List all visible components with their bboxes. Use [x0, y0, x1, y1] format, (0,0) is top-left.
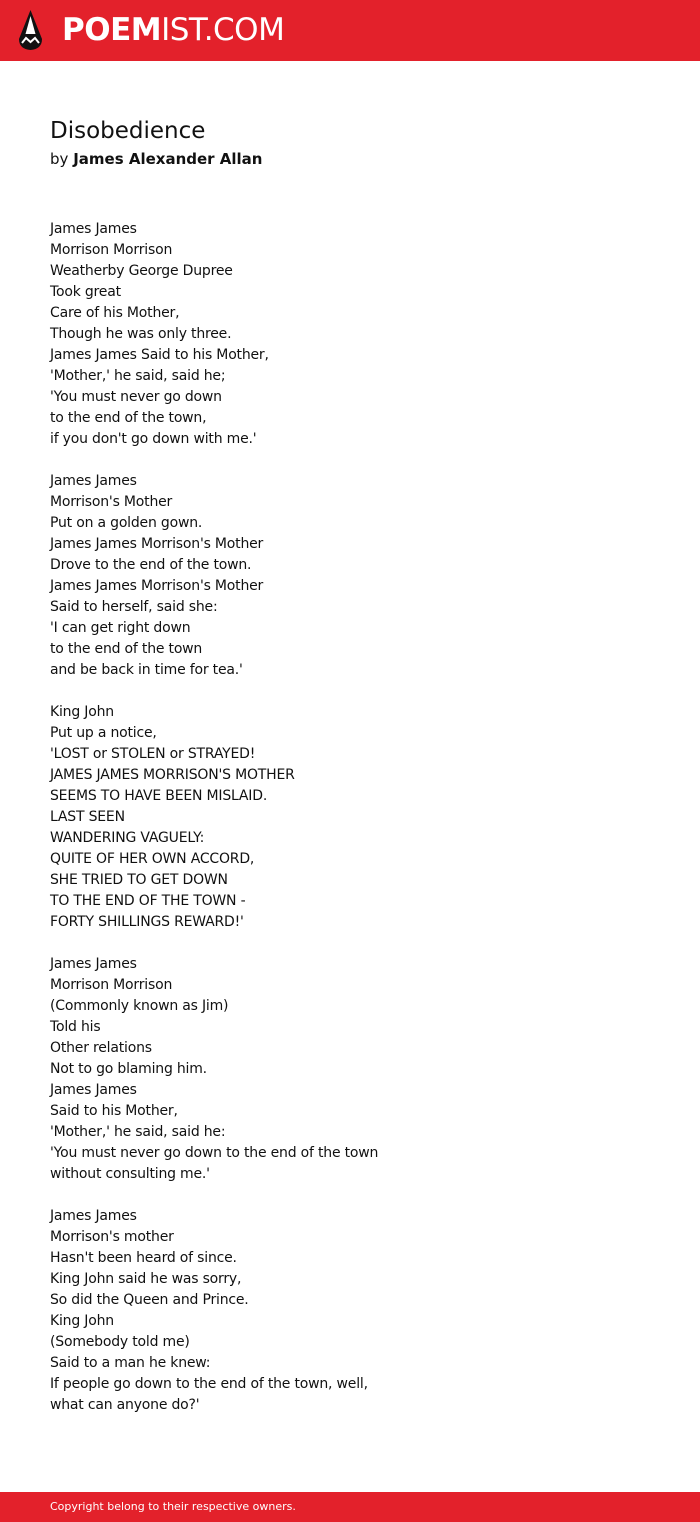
- poem-line: James James: [50, 221, 137, 237]
- poem-line: 'LOST or STOLEN or STRAYED!: [50, 746, 256, 762]
- poem-line: Other relations: [50, 1040, 152, 1056]
- poem-line: Drove to the end of the town.: [50, 557, 252, 573]
- poem-line: King John said he was sorry,: [50, 1271, 242, 1287]
- poem-line: 'I can get right down: [50, 620, 191, 636]
- poem-line: King John: [50, 704, 114, 720]
- poem-line: what can anyone do?': [50, 1397, 200, 1413]
- poem-stanza: [50, 219, 670, 450]
- logo-strong-text: POEM: [62, 12, 162, 48]
- poem-line: 'You must never go down: [50, 389, 222, 405]
- poem-line: James James: [50, 1208, 137, 1224]
- poem-line: SEEMS TO HAVE BEEN MISLAID.: [50, 788, 268, 804]
- poem-line: Morrison's mother: [50, 1229, 174, 1245]
- poem-line: James James: [50, 473, 137, 489]
- poem-line: to the end of the town,: [50, 410, 207, 426]
- poem-line: if you don't go down with me.': [50, 431, 257, 447]
- poem-line: and be back in time for tea.': [50, 662, 243, 678]
- poem-line: TO THE END OF THE TOWN -: [50, 893, 246, 909]
- poem-line: Put on a golden gown.: [50, 515, 203, 531]
- poem-line: 'You must never go down to the end of the town: [50, 1145, 379, 1161]
- poem-line: Morrison's Mother: [50, 494, 173, 510]
- poem-line: James James: [50, 1082, 137, 1098]
- poem-line: Took great: [50, 284, 121, 300]
- pen-nib-icon[interactable]: [17, 9, 44, 51]
- poem-line: James James Said to his Mother,: [50, 347, 269, 363]
- poem-line: Care of his Mother,: [50, 305, 180, 321]
- poem-line: 'Mother,' he said, said he;: [50, 368, 226, 384]
- poem-line: James James: [50, 956, 137, 972]
- poem-line: James James Morrison's Mother: [50, 536, 264, 552]
- site-header: [0, 0, 700, 61]
- poem-stanza: [50, 954, 670, 1185]
- copyright-text: Copyright belong to their respective owners.: [50, 1500, 296, 1513]
- poem-stanza: [50, 471, 670, 681]
- poem-line: (Somebody told me): [50, 1334, 190, 1350]
- poem-line: Hasn't been heard of since.: [50, 1250, 237, 1266]
- poem-line: Morrison Morrison: [50, 977, 173, 993]
- poem-line: Told his: [50, 1019, 101, 1035]
- poem-line: Put up a notice,: [50, 725, 157, 741]
- poem-body: [50, 219, 670, 1437]
- poem-stanza: [50, 702, 670, 933]
- poem-line: Said to a man he knew:: [50, 1355, 211, 1371]
- poem-line: Though he was only three.: [50, 326, 232, 342]
- poem-line: Not to go blaming him.: [50, 1061, 207, 1077]
- poem-line: James James Morrison's Mother: [50, 578, 264, 594]
- poem-line: Said to his Mother,: [50, 1103, 178, 1119]
- by-label: by: [50, 150, 69, 168]
- poem-line: So did the Queen and Prince.: [50, 1292, 249, 1308]
- poem-title: Disobedience: [50, 118, 206, 144]
- poem-line: If people go down to the end of the town, well,: [50, 1376, 368, 1392]
- poem-line: LAST SEEN: [50, 809, 125, 825]
- poem-line: SHE TRIED TO GET DOWN: [50, 872, 228, 888]
- poem-line: Said to herself, said she:: [50, 599, 218, 615]
- site-footer: [0, 1492, 700, 1522]
- poem-line: (Commonly known as Jim): [50, 998, 229, 1014]
- poem-author: James Alexander Allan: [73, 150, 263, 168]
- poem-byline: [50, 148, 262, 170]
- poem-line: 'Mother,' he said, said he:: [50, 1124, 226, 1140]
- poem-line: FORTY SHILLINGS REWARD!': [50, 914, 244, 930]
- poem-line: JAMES JAMES MORRISON'S MOTHER: [50, 767, 295, 783]
- poem-line: Morrison Morrison: [50, 242, 173, 258]
- site-logo[interactable]: [62, 11, 284, 49]
- poem-line: King John: [50, 1313, 114, 1329]
- poem-stanza: [50, 1206, 670, 1416]
- poem-line: QUITE OF HER OWN ACCORD,: [50, 851, 255, 867]
- poem-line: Weatherby George Dupree: [50, 263, 233, 279]
- poem-line: to the end of the town: [50, 641, 203, 657]
- poem-line: without consulting me.': [50, 1166, 210, 1182]
- logo-light-text: IST.COM: [161, 12, 285, 48]
- poem-line: WANDERING VAGUELY:: [50, 830, 205, 846]
